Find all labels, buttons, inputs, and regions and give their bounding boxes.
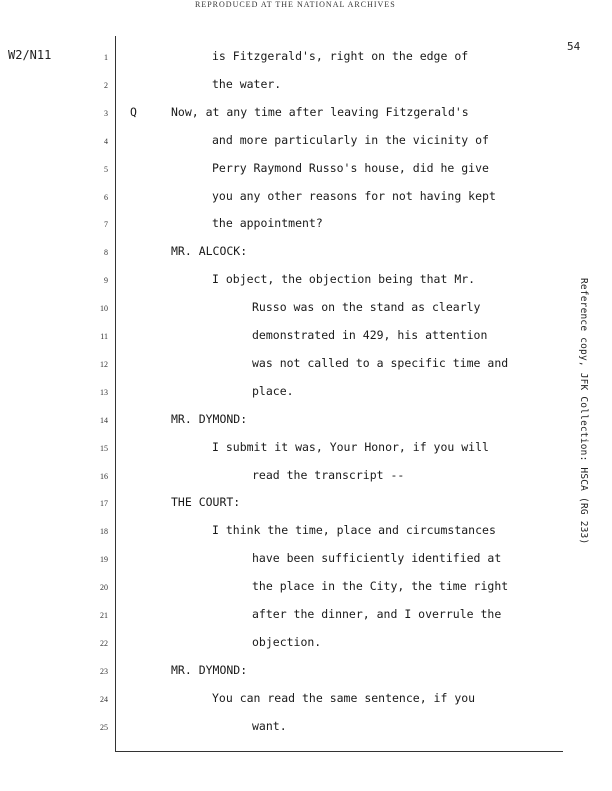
line-text: want.	[252, 718, 287, 733]
line-number: 10	[100, 304, 108, 314]
line-text: was not called to a specific time and	[252, 355, 509, 370]
transcript-line	[0, 327, 612, 347]
page-number: 54	[567, 40, 581, 53]
transcript-line	[0, 132, 612, 152]
transcript-line	[0, 522, 612, 542]
margin-note: Reference copy, JFK Collection: HSCA (RG 233)	[578, 278, 589, 545]
transcript-line	[0, 634, 612, 654]
line-number: 2	[104, 80, 108, 90]
line-text: objection.	[252, 634, 322, 649]
page-id: W2/N11	[8, 48, 52, 62]
transcript-line	[0, 188, 612, 208]
line-number: 15	[100, 443, 108, 453]
line-number: 20	[100, 583, 108, 593]
line-number: 9	[104, 276, 108, 286]
transcript-line	[0, 411, 612, 431]
line-number: 5	[104, 164, 108, 174]
line-number: 24	[100, 694, 108, 704]
line-number: 12	[100, 359, 108, 369]
line-text: MR. DYMOND:	[171, 411, 248, 426]
line-text: THE COURT:	[171, 495, 241, 510]
line-number: 19	[100, 555, 108, 565]
line-number: 16	[100, 471, 108, 481]
transcript-line	[0, 355, 612, 375]
line-text: Now, at any time after leaving Fitzgerald's	[171, 104, 469, 119]
line-text: after the dinner, and I overrule the	[252, 607, 502, 621]
transcript-line	[0, 160, 612, 180]
line-text: is Fitzgerald's, right on the edge of	[212, 49, 469, 63]
line-number: 21	[100, 611, 108, 620]
transcript-line	[0, 439, 612, 459]
line-number: 22	[100, 638, 108, 648]
transcript-line	[0, 494, 612, 514]
line-text: I think the time, place and circumstances	[212, 523, 496, 538]
transcript-line	[0, 718, 612, 738]
line-number: 1	[104, 53, 108, 62]
transcript-line	[0, 467, 612, 487]
line-text: and more particularly in the vicinity of	[212, 132, 489, 147]
line-number: 25	[100, 722, 108, 732]
line-number: 6	[104, 192, 108, 202]
line-number: 17	[100, 499, 108, 509]
line-text: you any other reasons for not having kept	[212, 188, 496, 203]
line-text: the place in the City, the time right	[252, 579, 509, 594]
transcript-line	[0, 690, 612, 710]
line-text: have been sufficiently identified at	[252, 551, 502, 566]
line-number: 8	[104, 248, 108, 258]
line-number: 4	[104, 136, 108, 146]
line-text: MR. DYMOND:	[171, 662, 248, 677]
transcript-line	[0, 383, 612, 403]
line-number: 14	[100, 415, 108, 425]
line-text: I submit it was, Your Honor, if you will	[212, 439, 489, 454]
transcript-line	[0, 271, 612, 291]
line-number: 7	[104, 220, 108, 230]
line-number: 3	[104, 108, 108, 118]
line-text: Russo was on the stand as clearly	[252, 300, 481, 315]
transcript-line	[0, 76, 612, 96]
transcript-line	[0, 243, 612, 263]
transcript-line	[0, 578, 612, 598]
line-text: MR. ALCOCK:	[171, 244, 248, 259]
line-text: You can read the same sentence, if you	[212, 690, 476, 705]
transcript-line	[0, 662, 612, 682]
line-text: the appointment?	[212, 216, 323, 231]
line-text: I object, the objection being that Mr.	[212, 272, 476, 287]
line-number: 11	[100, 332, 108, 341]
transcript-line	[0, 299, 612, 319]
archive-stamp: REPRODUCED AT THE NATIONAL ARCHIVES	[195, 0, 396, 9]
transcript-line	[0, 215, 612, 235]
transcript-line	[0, 48, 612, 68]
transcript-line	[0, 550, 612, 570]
line-text: place.	[252, 383, 294, 398]
line-text: read the transcript --	[252, 467, 405, 482]
transcript-line	[0, 606, 612, 626]
line-number: 13	[100, 387, 108, 397]
transcript-line	[0, 104, 612, 124]
speaker-marker: Q	[130, 104, 137, 119]
line-text: Perry Raymond Russo's house, did he give	[212, 160, 489, 175]
line-text: the water.	[212, 76, 282, 91]
line-text: demonstrated in 429, his attention	[252, 328, 488, 342]
line-number: 23	[100, 666, 108, 676]
line-number: 18	[100, 527, 108, 537]
